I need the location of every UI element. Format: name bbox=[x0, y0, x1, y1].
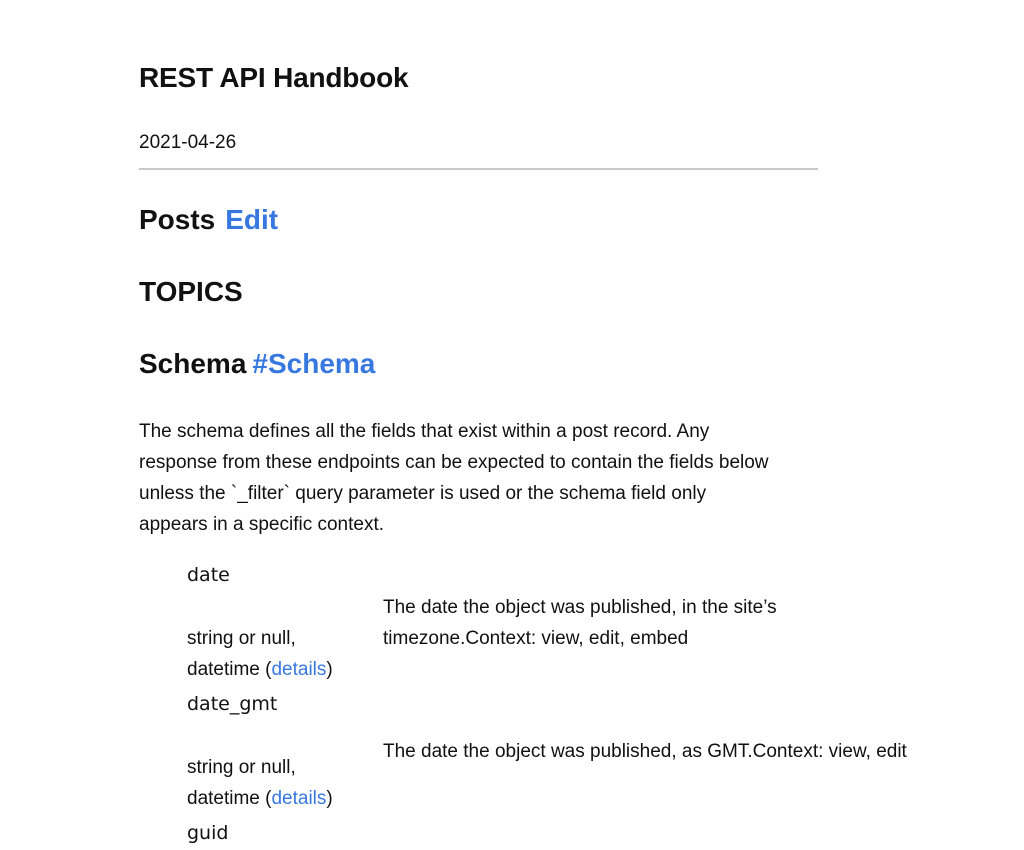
posts-edit-link[interactable]: Edit bbox=[225, 204, 279, 235]
schema-intro-paragraph bbox=[139, 416, 829, 540]
document-title: REST API Handbook bbox=[139, 62, 409, 93]
field-name-guid: guid bbox=[187, 822, 229, 844]
schema-anchor-link[interactable]: #Schema bbox=[252, 348, 376, 379]
field-type-line: string or null, bbox=[187, 628, 296, 649]
document-date: 2021-04-26 bbox=[139, 132, 237, 153]
field-description-date bbox=[383, 592, 777, 654]
field-description-line: The date the object was published, as GMT.Context: view, edit bbox=[383, 741, 907, 762]
intro-line: response from these endpoints can be expected to contain the fields below bbox=[139, 452, 769, 473]
schema-heading-label: Schema bbox=[139, 348, 247, 379]
intro-line: unless the `_filter` query parameter is used or the schema field only bbox=[139, 483, 707, 504]
posts-heading bbox=[139, 204, 278, 236]
field-type-details-link[interactable]: details bbox=[271, 788, 327, 809]
field-description-date-gmt bbox=[383, 736, 907, 767]
field-type-suffix: ) bbox=[326, 788, 333, 809]
field-description-line: timezone.Context: view, edit, embed bbox=[383, 628, 689, 649]
field-name-date: date bbox=[187, 564, 230, 586]
intro-line: appears in a specific context. bbox=[139, 514, 385, 535]
field-type-line: string or null, bbox=[187, 757, 296, 778]
topics-heading: TOPICS bbox=[139, 276, 243, 307]
field-name-date-gmt: date_gmt bbox=[187, 693, 278, 715]
field-type-details-link[interactable]: details bbox=[271, 659, 327, 680]
field-type-date-gmt bbox=[187, 752, 333, 814]
header-divider bbox=[139, 168, 818, 170]
field-description-line: The date the object was published, in the site’s bbox=[383, 597, 777, 618]
field-type-date bbox=[187, 623, 333, 685]
field-type-prefix: datetime ( bbox=[187, 788, 272, 809]
field-type-prefix: datetime ( bbox=[187, 659, 272, 680]
intro-line: The schema defines all the fields that exist within a post record. Any bbox=[139, 421, 710, 442]
field-type-suffix: ) bbox=[326, 659, 333, 680]
posts-heading-label: Posts bbox=[139, 204, 216, 235]
schema-heading bbox=[139, 348, 375, 380]
